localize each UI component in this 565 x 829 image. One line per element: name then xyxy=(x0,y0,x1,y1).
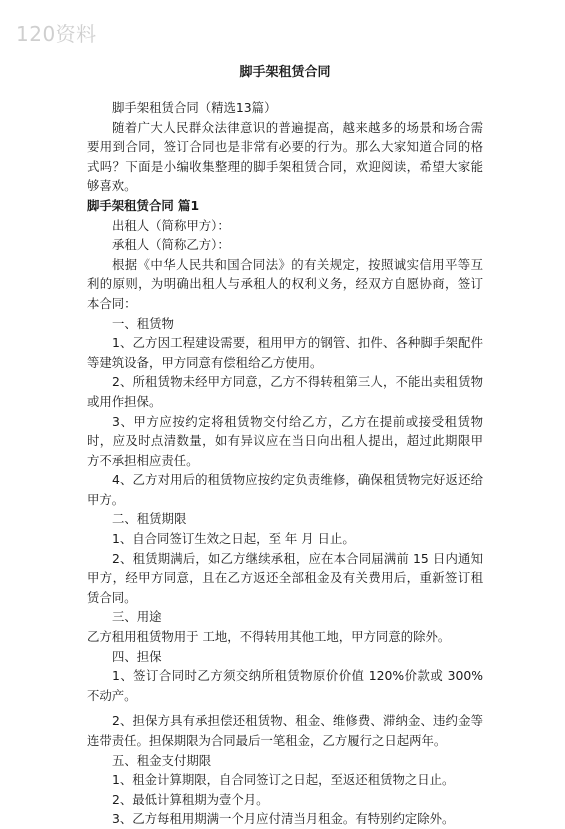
clause-paragraph: 2、租赁期满后，如乙方继续承租，应在本合同届满前 15 日内通知甲方，经甲方同意，且在乙方返还全部租金及有关费用后，重新签订租赁合同。 xyxy=(87,550,483,605)
section-heading: 四、担保 xyxy=(112,648,162,664)
lessee-line: 承租人（简称乙方）： xyxy=(112,237,230,253)
section-heading: 三、用途 xyxy=(112,609,162,625)
clause-paragraph: 2、所租赁物未经甲方同意，乙方不得转租第三人，不能出卖租赁物或用作担保。 xyxy=(87,374,483,409)
clause-paragraph: 2、担保方具有承担偿还租赁物、租金、维修费、滞纳金、违约金等连带责任。担保期限为合同最后一笔租金，乙方履行之日起两年。 xyxy=(87,713,483,748)
document-page xyxy=(87,64,483,829)
clause-paragraph: 1、签订合同时乙方须交纳所租赁物原价价值 120%价款或 300%不动产。 xyxy=(87,668,483,703)
clause-paragraph: 4、乙方对用后的租赁物应按约定负责维修，确保租赁物完好返还给甲方。 xyxy=(87,472,483,507)
clause-paragraph: 2、最低计算租期为壹个月。 xyxy=(112,791,269,807)
section-heading: 二、租赁期限 xyxy=(112,511,187,527)
lessor-line: 出租人（简称甲方）： xyxy=(112,217,230,233)
preamble-paragraph: 根据《中华人民共和国合同法》的有关规定，按照诚实信用平等互利的原则，为明确出租人与承租人的权利义务，经双方自愿协商，签订本合同： xyxy=(87,256,483,311)
intro-paragraph: 随着广大人民群众法律意识的普遍提高，越来越多的场景和场合需要用到合同，签订合同也是非常有必要的行为。那么大家知道合同的格式吗？下面是小编收集整理的脚手架租赁合同，欢迎阅读，希望大家能够喜欢。 xyxy=(87,119,483,194)
part-title: 脚手架租赁合同 篇1 xyxy=(87,197,200,213)
section-heading: 五、租金支付期限 xyxy=(112,752,212,768)
clause-paragraph: 3、乙方每租用期满一个月应付清当月租金。有特别约定除外。 xyxy=(112,811,455,827)
clause-paragraph: 1、租金计算期限，自合同签订之日起，至返还租赁物之日止。 xyxy=(112,772,455,788)
document-title: 脚手架租赁合同 xyxy=(239,65,331,80)
watermark: 120资料 xyxy=(16,22,97,46)
clause-paragraph: 乙方租用租赁物用于 工地，不得转用其他工地，甲方同意的除外。 xyxy=(87,629,451,645)
clause-paragraph: 1、自合同签订生效之日起，至 年 月 日止。 xyxy=(112,531,355,547)
document-subtitle: 脚手架租赁合同（精选13篇） xyxy=(112,100,277,115)
clause-paragraph: 1、乙方因工程建设需要，租用甲方的钢管、扣件、各种脚手架配件等建筑设备，甲方同意有偿租给乙方使用。 xyxy=(87,335,483,370)
clause-paragraph: 3、甲方应按约定将租赁物交付给乙方，乙方在提前或接受租赁物时，应及时点清数量，如有异议应在当日向出租人提出，超过此期限甲方不承担相应责任。 xyxy=(87,413,483,468)
section-heading: 一、租赁物 xyxy=(112,315,174,331)
